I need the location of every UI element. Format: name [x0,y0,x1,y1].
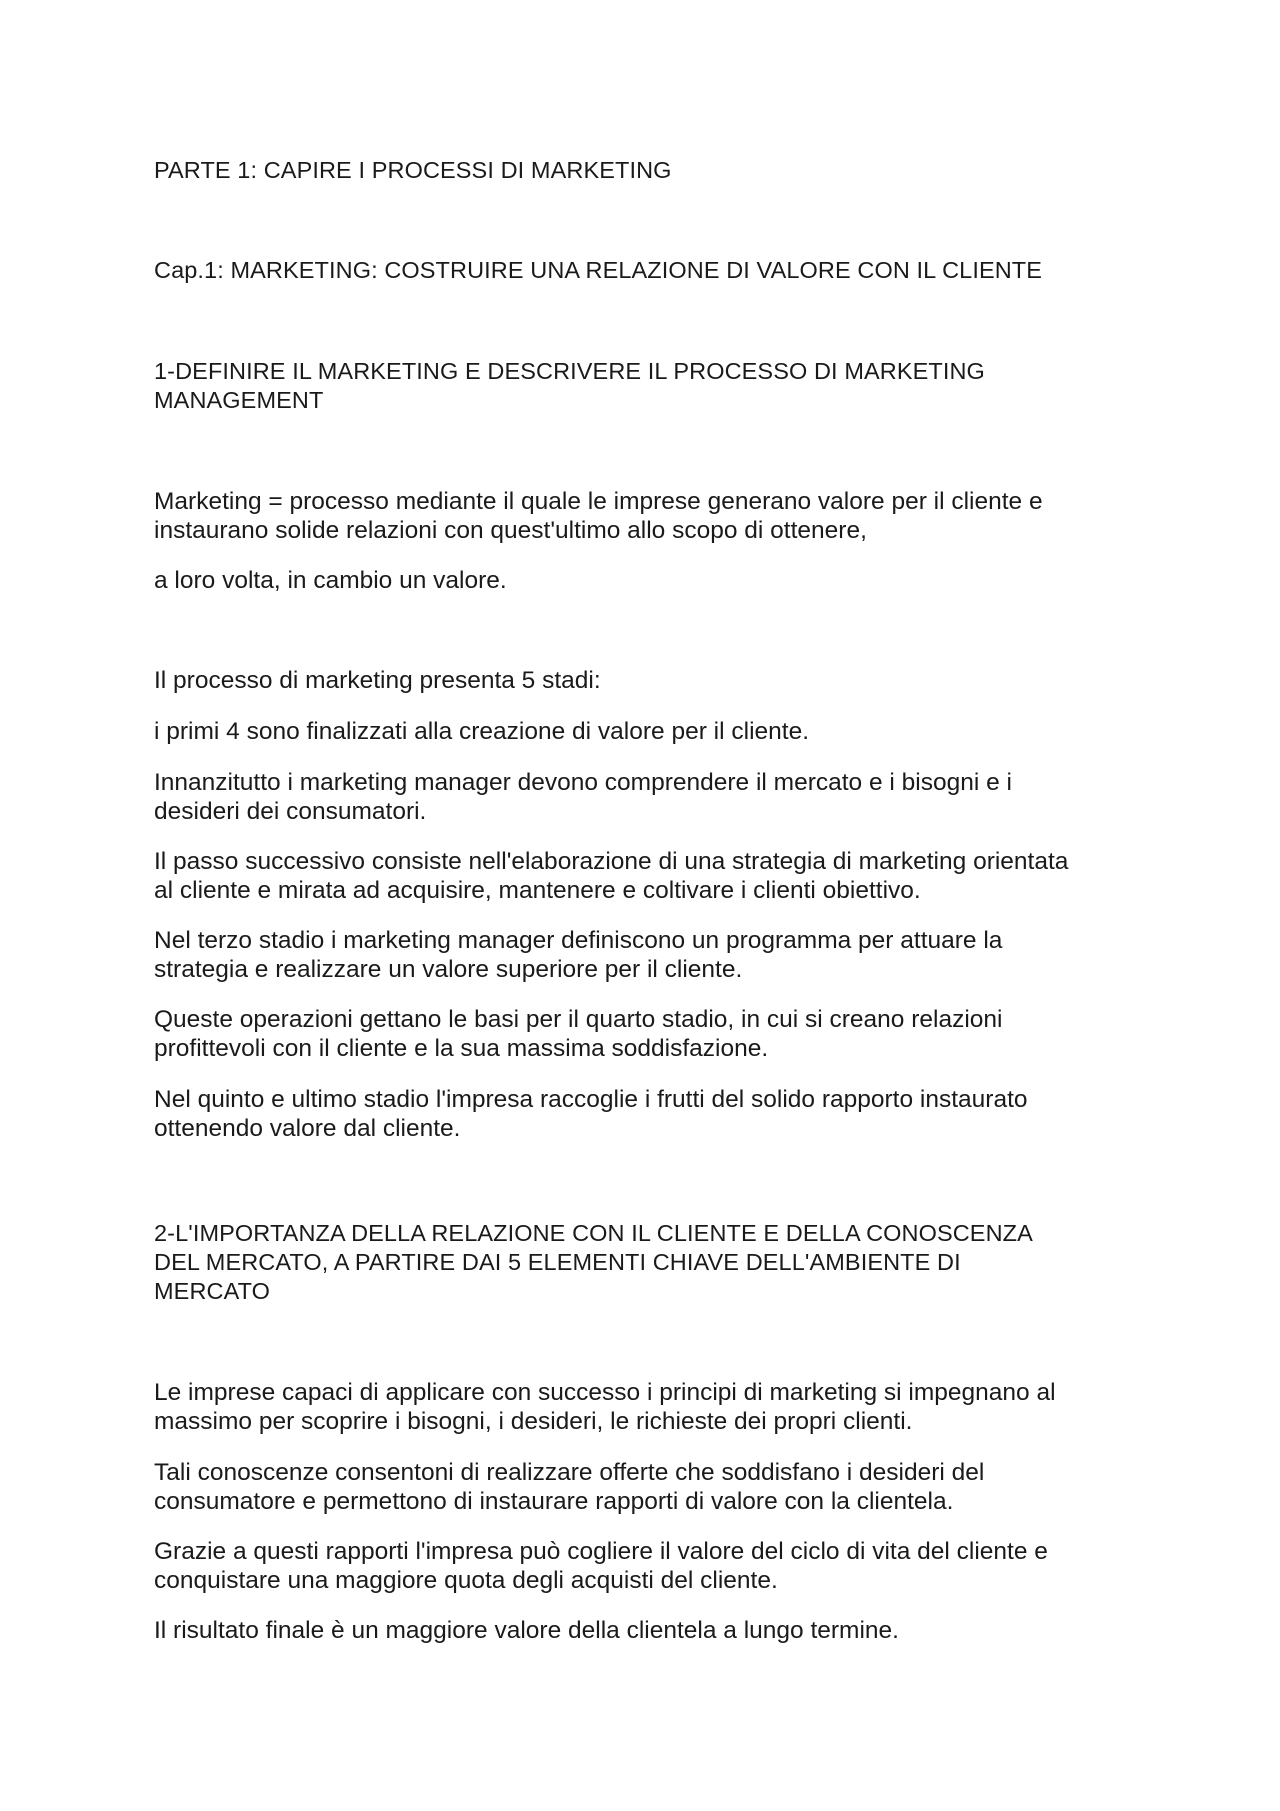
paragraph-line: Innanzitutto i marketing manager devono comprendere il mercato e i bisogni e i [154,769,1012,796]
paragraph-line: Nel quinto e ultimo stadio l'impresa raccoglie i frutti del solido rapporto instaurato [154,1086,1028,1113]
section-heading-line: MANAGEMENT [154,387,324,413]
paragraph-line: strategia e realizzare un valore superiore per il cliente. [154,956,743,983]
paragraph-line: Le imprese capaci di applicare con successo i principi di marketing si impegnano al [154,1379,1056,1406]
paragraph-line: consumatore e permettono di instaurare rapporti di valore con la clientela. [154,1488,954,1515]
paragraph-line: desideri dei consumatori. [154,798,427,825]
paragraph-line: Marketing = processo mediante il quale le imprese generano valore per il cliente e [154,488,1043,515]
paragraph-line: conquistare una maggiore quota degli acquisti del cliente. [154,1567,778,1594]
paragraph-line: Nel terzo stadio i marketing manager definiscono un programma per attuare la [154,927,1003,954]
section-heading-line: 2-L'IMPORTANZA DELLA RELAZIONE CON IL CLIENTE E DELLA CONOSCENZA [154,1220,1033,1246]
paragraph-line: profittevoli con il cliente e la sua massima soddisfazione. [154,1035,769,1062]
paragraph-line: a loro volta, in cambio un valore. [154,567,507,594]
section-heading-line: MERCATO [154,1278,271,1304]
paragraph-line: Il passo successivo consiste nell'elaborazione di una strategia di marketing orientata [154,848,1069,875]
paragraph-line: i primi 4 sono finalizzati alla creazione di valore per il cliente. [154,718,810,745]
paragraph-line: Queste operazioni gettano le basi per il quarto stadio, in cui si creano relazioni [154,1006,1003,1033]
section-heading-line: DEL MERCATO, A PARTIRE DAI 5 ELEMENTI CHIAVE DELL'AMBIENTE DI [154,1249,961,1275]
part-title: PARTE 1: CAPIRE I PROCESSI DI MARKETING [154,157,672,183]
section-heading-line: 1-DEFINIRE IL MARKETING E DESCRIVERE IL PROCESSO DI MARKETING [154,358,985,384]
paragraph-line: ottenendo valore dal cliente. [154,1115,461,1142]
paragraph-line: instaurano solide relazioni con quest'ultimo allo scopo di ottenere, [154,517,867,544]
paragraph-line: Il risultato finale è un maggiore valore della clientela a lungo termine. [154,1617,899,1644]
paragraph-line: Tali conoscenze consentoni di realizzare offerte che soddisfano i desideri del [154,1459,985,1486]
paragraph-line: al cliente e mirata ad acquisire, mantenere e coltivare i clienti obiettivo. [154,877,921,904]
chapter-title: Cap.1: MARKETING: COSTRUIRE UNA RELAZIONE DI VALORE CON IL CLIENTE [154,257,1043,283]
paragraph-line: Il processo di marketing presenta 5 stadi: [154,667,601,694]
paragraph-line: massimo per scoprire i bisogni, i desideri, le richieste dei propri clienti. [154,1408,913,1435]
paragraph-line: Grazie a questi rapporti l'impresa può cogliere il valore del ciclo di vita del cliente e [154,1538,1048,1565]
